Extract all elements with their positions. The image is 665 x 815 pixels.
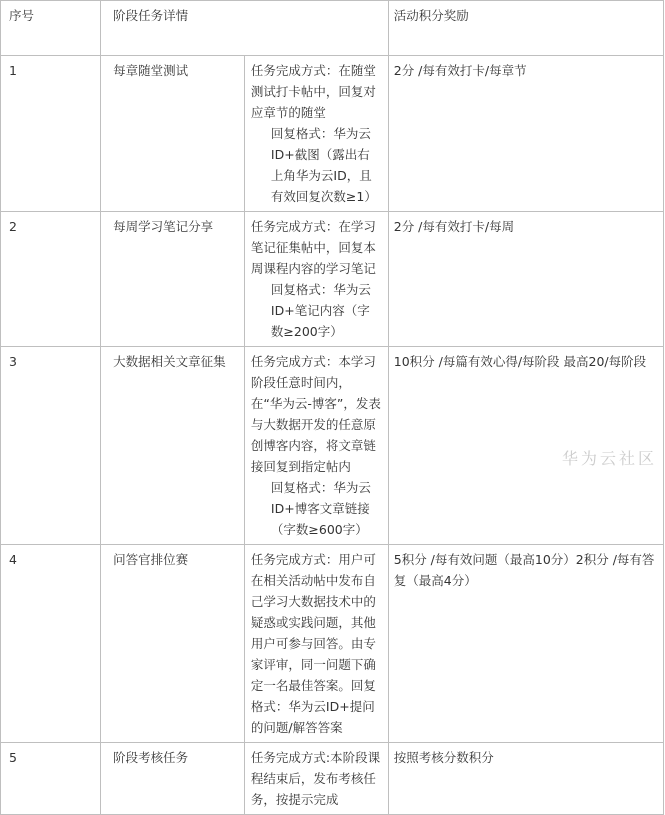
row-number: 1 [1,56,101,212]
detail-line: 回复格式：华为云ID+博客文章链接（字数≥600字） [270,480,371,537]
header-cell-num: 序号 [1,1,101,56]
task-detail [244,545,388,743]
detail-line: 回复格式：华为云ID+截图（露出右上角华为云ID，且有效回复次数≥1） [270,126,377,204]
detail-line: 任务完成方式：在随堂测试打卡帖中，回复对应章节的随堂 [250,63,376,120]
reward-text: 按照考核分数积分 [388,743,663,815]
reward-text: 2分 /每有效打卡/每章节 [388,56,663,212]
task-detail [244,743,388,815]
table-row [1,56,664,212]
row-number: 3 [1,347,101,545]
task-name: 大数据相关文章征集 [101,347,245,545]
detail-line: 回复格式：华为云ID+笔记内容（字数≥200字） [270,282,371,339]
task-detail [244,56,388,212]
row-number: 5 [1,743,101,815]
task-name: 每章随堂测试 [101,56,245,212]
row-number: 2 [1,212,101,347]
table-header-row [1,1,664,56]
table-row [1,545,664,743]
header-cell-detail: 阶段任务详情 [101,1,389,56]
header-cell-reward: 活动积分奖励 [388,1,663,56]
detail-line: 任务完成方式：本学习阶段任意时间内，在“华为云-博客”，发表与大数据开发的任意原创博客内容，将文章链接回复到指定帖内 [250,354,381,474]
reward-text: 2分 /每有效打卡/每周 [388,212,663,347]
table-row [1,212,664,347]
reward-text: 10积分 /每篇有效心得/每阶段 最高20/每阶段 [388,347,663,545]
detail-line: 任务完成方式：在学习笔记征集帖中，回复本周课程内容的学习笔记 [250,219,376,276]
detail-line: 任务完成方式：用户可在相关活动帖中发布自己学习大数据技术中的疑惑或实践问题，其他用户可参与回答。由专家评审，同一问题下确定一名最佳答案。回复格式：华为云ID+提问的问题/解答答案 [250,552,376,735]
task-detail [244,347,388,545]
watermark: 华为云社区 [561,449,657,468]
reward-text: 5积分 /每有效问题（最高10分）2积分 /每有答复（最高4分） [388,545,663,743]
task-name: 问答官排位赛 [101,545,245,743]
task-name: 每周学习笔记分享 [101,212,245,347]
table-row [1,743,664,815]
task-name: 阶段考核任务 [101,743,245,815]
task-detail [244,212,388,347]
row-number: 4 [1,545,101,743]
detail-line: 任务完成方式:本阶段课程结束后，发布考核任务，按提示完成 [250,750,381,807]
